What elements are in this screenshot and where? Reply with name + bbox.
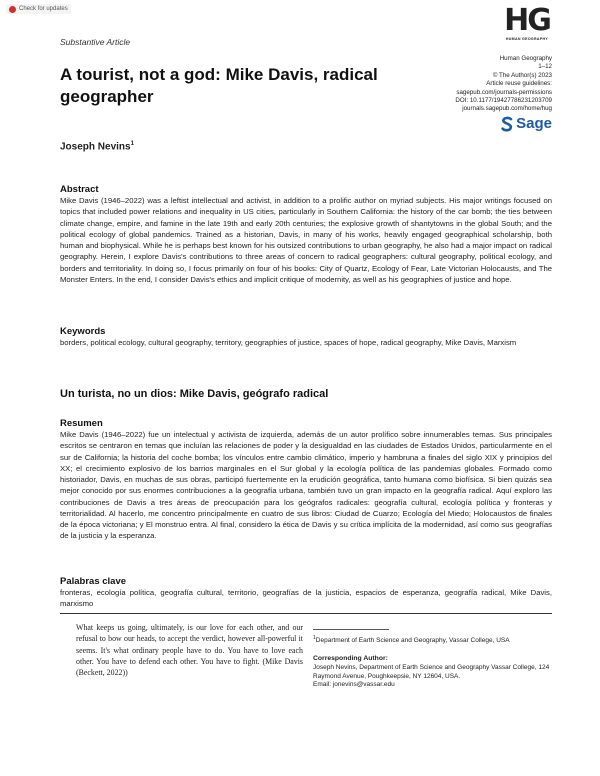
reuse-guidelines-label: Article reuse guidelines: <box>486 80 552 88</box>
resumen-section <box>60 418 552 542</box>
journal-logo-mark: HG <box>504 3 550 38</box>
resumen-text: Mike Davis (1946–2022) fue un intelectual y activista de izquierda, además de un autor prolífico sobre innumerables temas. Sus principales escritos se centraron en temas que incluían las relaciones de poder y la desigualdad en las ciudades de Estados Unidos, particularmente en el sur de California; la historia del coche bomba; los vínculos entre cambio climático, imperio y hambruna a finales del siglo XIX y principios del XX; el crecimiento explosivo de los barrios marginales en el Sur global y la ecología política de las pandemias globales. Formado como historiador, Davis, en muchas de sus obras, participó fuertemente en la erudición geográfica, tanto humana como biofísica. Si bien quizás sea mejor conocido por sus enormes contribuciones a la geografía urbana, también tuvo un gran impacto en la geografía radical. Aquí exploro las contribuciones de Davis a tres áreas de preocupación para los geógrafos radicales: geografía cultural, ecología política y fronteras y territorialidad. Al hacerlo, me concentro principalmente en cuatro de sus libros: Ciudad de Cuarzo; Ecología del Miedo; Holocaustos de finales de la época victoriana; y El monstruo entra. Al final, considero la ética de Davis y su crítica implícita de la modernidad, así como sus geografías de la justicia y la esperanza. <box>60 430 552 541</box>
spanish-title: Un turista, no un dios: Mike Davis, geógrafo radical <box>60 388 329 400</box>
keywords-text: borders, political ecology, cultural geography, territory, geographies of justice, spaces of hope, radical geography, Mike Davis, Marxism <box>60 338 517 347</box>
journal-home-link[interactable]: journals.sagepub.com/home/hug <box>462 105 552 113</box>
keywords-heading: Keywords <box>60 326 106 337</box>
affiliation-text: Department of Earth Science and Geography, Vassar College, USA <box>315 637 510 645</box>
journal-logo-subtitle: HUMAN GEOGRAPHY <box>505 37 549 41</box>
corresponding-author-email[interactable]: Email: jonevins@vassar.edu <box>313 681 395 689</box>
keywords-section <box>60 326 552 348</box>
publisher-logo <box>501 115 552 132</box>
abstract-text: Mike Davis (1946–2022) was a leftist intellectual and activist, in addition to a prolific author on myriad subjects. His major writings focused on topics that included power relations and inequality in US cities, particularly in Southern California: the history of the car bomb; the ties between climate change, empire, and famine in the late 19th and early 20th centuries; the explosive growth of shantytowns in the global South; and the political ecology of global pandemics. Trained as a historian, Davis, in many of his works, heavily engaged geographical scholarship, both human and biophysical. While he is perhaps best known for his outsized contributions to urban geography, he also had a major impact on radical geography. Herein, I explore Davis's contributions to three areas of concern to radical geographers: cultural geography, political ecology, and borders and territoriality. In doing so, I focus primarily on four of his books: City of Quartz, Ecology of Fear, Late Victorian Holocausts, and The Monster Enters. In the end, I consider Davis's ethics and implicit critique of modernity, as well as his geographies of justice and hope. <box>60 196 552 284</box>
doi[interactable]: DOI: 10.1177/19427786231203709 <box>455 97 552 105</box>
author-line <box>60 141 134 152</box>
footnote-divider <box>313 629 389 630</box>
abstract-section <box>60 184 552 285</box>
journal-logo <box>500 3 554 41</box>
epigraph-quote: What keeps us going, ultimately, is our love for each other, and our refusal to bow our heads, to accept the verdict, however all-powerful it seems. It's what ordinary people have to do. You have to love each other. You have to defend each other. You have to fight. (Mike Davis (Beckett, 2022)) <box>76 623 303 678</box>
palabras-clave-text: fronteras, ecología política, geografía cultural, territorio, geografías de la justicia, espacios de esperanza, geografía radical, Mike Davis, marxismo <box>60 588 552 609</box>
section-divider <box>60 613 552 614</box>
page-range: 1–12 <box>538 63 552 71</box>
article-type: Substantive Article <box>60 37 131 47</box>
sage-s-icon <box>501 116 513 132</box>
palabras-clave-section <box>60 576 552 610</box>
publisher-name: Sage <box>516 115 552 132</box>
journal-metadata <box>455 55 552 114</box>
author-affiliation-marker: 1 <box>130 141 134 147</box>
resumen-heading: Resumen <box>60 418 103 429</box>
affiliation-marker: 1 <box>313 635 316 641</box>
check-for-updates-badge[interactable] <box>6 4 71 14</box>
corresponding-author-address: Joseph Nevins, Department of Earth Science and Geography Vassar College, 124 Raymond Avenue, Poughkeepsie, NY 12604, USA. <box>313 663 550 680</box>
copyright: © The Author(s) 2023 <box>492 71 552 79</box>
journal-name: Human Geography <box>499 55 552 62</box>
corresponding-author-heading: Corresponding Author: <box>313 655 388 662</box>
affiliation-footnote <box>313 634 553 646</box>
corresponding-author <box>313 655 553 690</box>
article-title: A tourist, not a god: Mike Davis, radical geographer <box>60 65 378 106</box>
abstract-heading: Abstract <box>60 184 99 195</box>
check-updates-icon <box>9 6 16 13</box>
author-name: Joseph Nevins <box>60 141 131 153</box>
palabras-clave-heading: Palabras clave <box>60 576 127 587</box>
permissions-link[interactable]: sagepub.com/journals-permissions <box>456 88 552 96</box>
check-updates-label: Check for updates <box>19 6 68 12</box>
